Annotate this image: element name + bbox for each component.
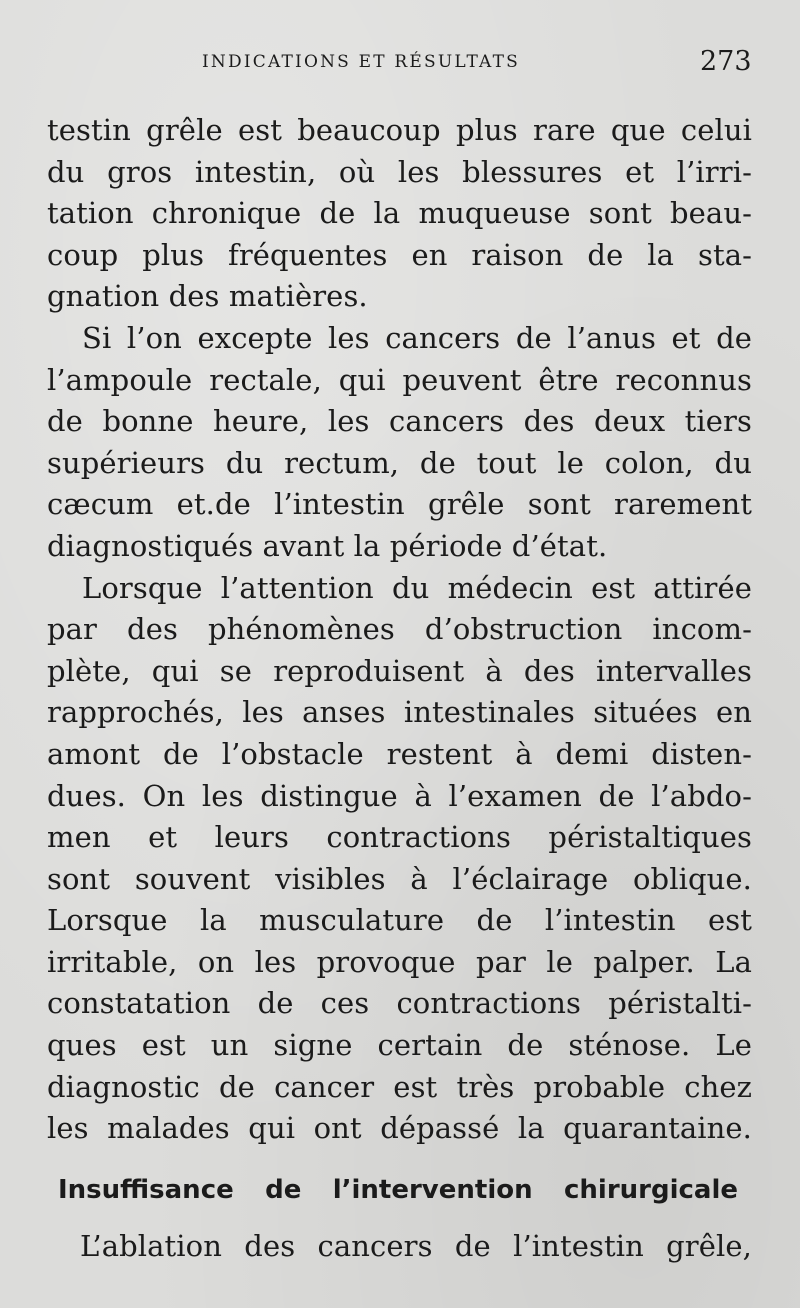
text-line: les malades qui ont dépassé la quarantaine.: [47, 1111, 752, 1146]
text-line: Lorsque la musculature de l’intestin est: [47, 903, 752, 938]
text-line: tation chronique de la muqueuse sont beau-: [47, 196, 752, 231]
text-line: L’ablation des cancers de l’intestin grêle,: [80, 1229, 752, 1263]
text-line: l’ampoule rectale, qui peuvent être reconnus: [47, 362, 752, 397]
text-line: de bonne heure, les cancers des deux tiers: [47, 404, 752, 439]
text-line: gnation des matières.: [47, 279, 368, 314]
body-text: [47, 110, 752, 1150]
text-line: dues. On les distingue à l’examen de l’abdo-: [47, 778, 752, 813]
text-line: plète, qui se reproduisent à des intervalles: [47, 653, 752, 688]
section-heading: Insuffisance de l’intervention chirurgicale: [58, 1175, 738, 1205]
text-line: Si l’on excepte les cancers de l’anus et de: [82, 320, 752, 355]
text-line: irritable, on les provoque par le palper. La: [47, 944, 752, 979]
text-line: amont de l’obstacle restent à demi disten-: [47, 736, 752, 771]
text-line: sont souvent visibles à l’éclairage oblique.: [47, 861, 752, 896]
page-number: 273: [700, 46, 752, 77]
running-title: INDICATIONS ET RÉSULTATS: [202, 52, 520, 72]
text-line: diagnostic de cancer est très probable chez: [47, 1069, 752, 1104]
text-line: men et leurs contractions péristaltiques: [47, 820, 752, 855]
text-line: constatation de ces contractions péristalti-: [47, 986, 752, 1021]
section-body: [80, 1224, 752, 1268]
text-line: ques est un signe certain de sténose. Le: [47, 1028, 752, 1063]
running-head: [0, 46, 800, 82]
text-line: rapprochés, les anses intestinales situées en: [47, 695, 752, 730]
text-line: testin grêle est beaucoup plus rare que celui: [47, 113, 752, 147]
text-line: coup plus fréquentes en raison de la sta-: [47, 237, 752, 272]
text-line: diagnostiqués avant la période d’état.: [47, 528, 608, 563]
text-line: Lorsque l’attention du médecin est attirée: [82, 570, 752, 605]
text-line: par des phénomènes d’obstruction incom-: [47, 612, 752, 647]
text-line: supérieurs du rectum, de tout le colon, du: [47, 445, 752, 480]
text-line: cæcum et.de l’intestin grêle sont rarement: [47, 487, 752, 522]
text-line: du gros intestin, où les blessures et l’irri-: [47, 154, 752, 189]
